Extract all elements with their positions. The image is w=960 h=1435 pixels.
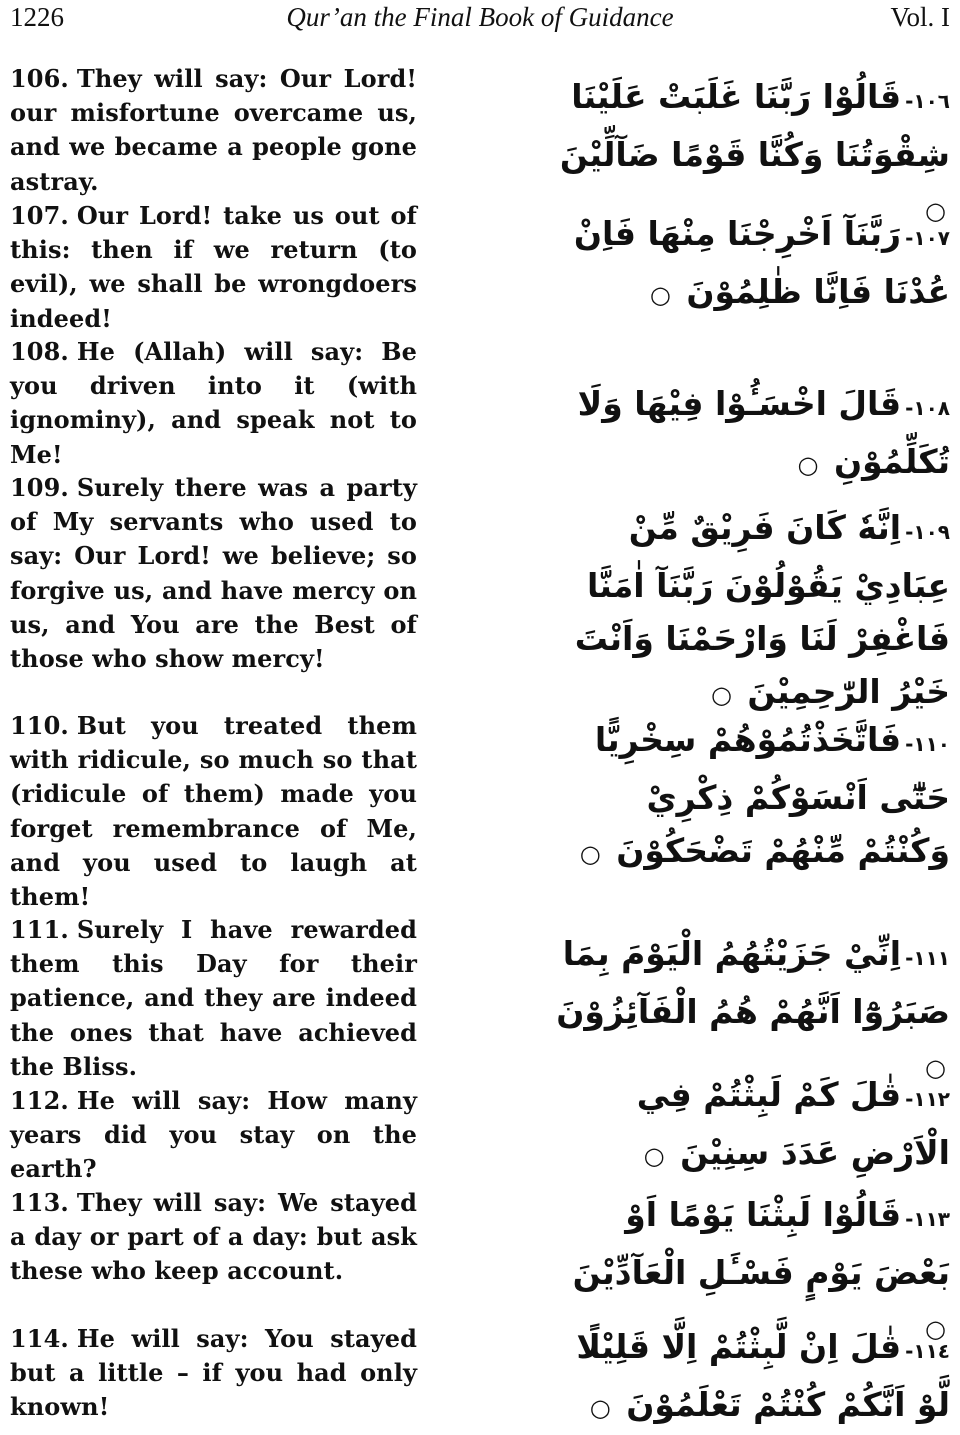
verse-translation — [10, 1322, 417, 1425]
verse-translation — [10, 471, 417, 676]
verse-text: He will say: How many years did you stay on the earth? — [10, 1086, 417, 1184]
arabic-text: رَبَّنَآ اَخْرِجْنَا مِنْهَا فَاِنْ عُدْنَا فَاِنَّا ظٰلِمُوْنَ — [573, 214, 950, 311]
verse-end-marker: ○ — [925, 1315, 946, 1343]
arabic-text: فَاتَّخَذْتُمُوْهُمْ سِخْرِيًّا حَتّٰٓى اَنْسَوْكُمْ ذِكْرِيْ وَكُنْتُمْ مِّنْهُمْ تَضْحَكُوْنَ — [594, 720, 950, 870]
arabic-verse-number: ١١٠- — [905, 732, 950, 756]
verse-number: 106. — [10, 64, 69, 93]
verse-end-marker: ○ — [649, 281, 671, 309]
verse-end-marker: ○ — [589, 1394, 611, 1422]
verse-text: They will say: We stayed a day or part of a day: but ask these who keep account. — [10, 1188, 417, 1286]
verse-translation — [10, 1084, 417, 1187]
verse-arabic — [545, 713, 950, 881]
verse-number: 111. — [10, 915, 69, 944]
verse-text: Surely there was a party of My servants who used to say: Our Lord! we believe; so forgive us, and have mercy on us, and You are the Best of those who show mercy! — [10, 473, 417, 674]
verse-text: Surely I have rewarded them this Day for their patience, and they are indeed the ones that have achieved the Bliss. — [10, 915, 417, 1081]
arabic-verse-number: ١١٤- — [905, 1339, 950, 1363]
verse-translation — [10, 1186, 417, 1289]
verse-arabic — [545, 1068, 950, 1183]
verse-text: But you treated them with ridicule, so much so that (ridicule of them) made you forget remembrance of Me, and you used to laugh at them! — [10, 711, 417, 912]
arabic-verse-number: ١٠٧- — [905, 226, 950, 250]
verse-translation — [10, 913, 417, 1084]
verse-text: He will say: You stayed but a little – if you had only known! — [10, 1324, 417, 1422]
arabic-verse-number: ١٠٦- — [905, 89, 950, 113]
verse-text: He (Allah) will say: Be you driven into it (with ignominy), and speak not to Me! — [10, 337, 417, 469]
verse-number: 112. — [10, 1086, 69, 1115]
verse-number: 107. — [10, 201, 69, 230]
arabic-verse-number: ١٠٨- — [905, 396, 950, 420]
arabic-verse-number: ١١٣- — [905, 1207, 950, 1231]
verse-arabic — [545, 207, 950, 322]
verse-translation — [10, 62, 417, 199]
verse-arabic — [545, 377, 950, 492]
verse-end-marker: ○ — [579, 840, 601, 868]
running-title: Qur’an the Final Book of Guidance — [286, 2, 674, 32]
arabic-text: اِنِّيْ جَزَيْتُهُمُ الْيَوْمَ بِمَا صَبَرُوْٓا اَنَّهُمْ هُمُ الْفَآئِزُوْنَ — [556, 934, 950, 1031]
arabic-verse-number: ١١١- — [905, 946, 950, 970]
verse-text: They will say: Our Lord! our misfortune overcame us, and we became a people gone astray. — [10, 64, 417, 196]
verse-number: 109. — [10, 473, 69, 502]
verse-arabic — [545, 1320, 950, 1435]
volume-label: Vol. I — [890, 2, 950, 32]
verse-end-marker: ○ — [643, 1142, 665, 1170]
arabic-verse-number: ١١٢- — [905, 1087, 950, 1111]
verse-translation — [10, 199, 417, 336]
arabic-text: قَالُوْا رَبَّنَا غَلَبَتْ عَلَيْنَا شِقْوَتُنَا وَكُنَّا قَوْمًا ضَآلِّيْنَ — [559, 77, 950, 174]
page-number: 1226 — [10, 2, 64, 32]
verse-number: 113. — [10, 1188, 69, 1217]
arabic-text: قَالَ اخْسَـُٔوْا فِيْهَا وَلَا تُكَلِّمُوْنِ — [577, 384, 950, 481]
verse-end-marker: ○ — [710, 681, 732, 709]
verse-number: 110. — [10, 711, 69, 740]
verse-translation — [10, 335, 417, 472]
verse-number: 114. — [10, 1324, 69, 1353]
arabic-text: قٰلَ كَمْ لَبِثْتُمْ فِي الْاَرْضِ عَدَدَ سِنِيْنَ — [636, 1075, 950, 1172]
arabic-text: اِنَّهٗ كَانَ فَرِيْقٌ مِّنْ عِبَادِيْ يَقُوْلُوْنَ رَبَّنَآ اٰمَنَّا فَاغْفِرْ لَنَا وَارْحَمْنَا وَاَنْتَ خَيْرُ الرّٰحِمِيْنَ — [574, 508, 950, 711]
verse-text: Our Lord! take us out of this: then if we return (to evil), we shall be wrongdoers indeed! — [10, 201, 417, 333]
verse-end-marker: ○ — [797, 451, 819, 479]
arabic-text: قَالُوْا لَبِثْنَا يَوْمًا اَوْ بَعْضَ يَوْمٍ فَسْـَٔلِ الْعَآدِّيْنَ — [572, 1195, 950, 1292]
verse-translation — [10, 709, 417, 914]
arabic-text: قٰلَ اِنْ لَّبِثْتُمْ اِلَّا قَلِيْلًا لَّوْ اَنَّكُمْ كُنْتُمْ تَعْلَمُوْنَ — [576, 1327, 950, 1424]
verse-end-marker: ○ — [925, 1054, 946, 1082]
verse-arabic — [545, 501, 950, 722]
page-header — [10, 2, 950, 36]
arabic-verse-number: ١٠٩- — [905, 520, 950, 544]
verse-end-marker: ○ — [925, 197, 946, 225]
verse-number: 108. — [10, 337, 69, 366]
